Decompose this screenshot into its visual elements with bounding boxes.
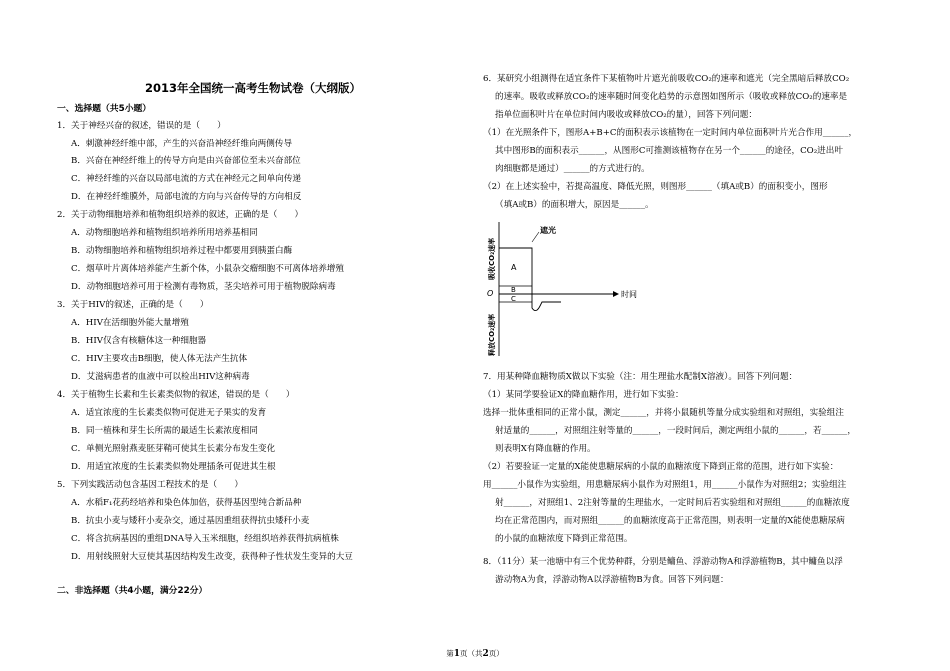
y-axis-label-bottom: 释放CO₂速率 — [488, 313, 496, 356]
question-7-part-1-line-3: 则表明X有降血糖的作用。 — [495, 444, 596, 454]
option-5c: C．将含抗病基因的重组DNA导入玉米细胞，经组织培养获得抗病植株 — [71, 534, 339, 544]
origin-label: O — [487, 289, 494, 298]
option-3d: D．艾滋病患者的血液中可以检出HIV这种病毒 — [71, 372, 250, 382]
option-5d: D．用射线照射大豆使其基因结构发生改变，获得种子性状发生变异的大豆 — [71, 552, 353, 562]
question-2: 2．关于动物细胞培养和植物组织培养的叙述，正确的是（ ） — [57, 210, 304, 220]
option-4c: C．单侧光照射燕麦胚芽鞘可使其生长素分布发生变化 — [71, 444, 276, 454]
x-axis-label: 时间 — [621, 290, 637, 299]
question-7-part-2-line-4: 的小鼠的血糖浓度下降到正常范围。 — [495, 534, 633, 544]
option-5b: B．抗虫小麦与矮秆小麦杂交，通过基因重组获得抗虫矮秆小麦 — [71, 516, 310, 526]
footer-total-pages: 2 — [482, 649, 489, 659]
question-7-part-2-line-3: 均在正常范围内，而对照组______的血糖浓度高于正常范围，则表明一定量的X能使患糖尿病 — [495, 516, 845, 526]
section-heading-nonchoice: 二、非选择题（共4小题，满分22分） — [57, 586, 208, 596]
question-6-part-2-line-2: （填A或B）的面积增大，原因是______。 — [495, 200, 654, 210]
section-heading-choice: 一、选择题（共5小题） — [57, 104, 152, 114]
question-7-part-2-line-1: 用______小鼠作为实验组，用患糖尿病小鼠作为对照组1，用______小鼠作为对照组2；实验组注 — [483, 480, 847, 490]
option-1d: D．在神经纤维膜外，局部电流的方向与兴奋传导的方向相反 — [71, 192, 302, 202]
x-axis-arrow — [613, 291, 619, 297]
footer-suffix: 页） — [488, 649, 504, 658]
question-5: 5．下列实践活动包含基因工程技术的是（ ） — [57, 480, 243, 490]
region-a-label: A — [511, 263, 517, 272]
footer-page-number: 1 — [453, 649, 460, 659]
option-1a: A．刺激神经纤维中部，产生的兴奋沿神经纤维向两侧传导 — [71, 139, 293, 149]
question-7-part-1-line-1: 选择一批体重相同的正常小鼠，测定______，并将小鼠随机等量分成实验组和对照组，实验组注 — [483, 408, 844, 418]
option-2c: C．烟草叶片离体培养能产生新个体，小鼠杂交瘤细胞不可离体培养增殖 — [71, 264, 344, 274]
footer-mid: 页（共 — [460, 649, 483, 658]
question-7-part-2-line-2: 射______，对照组1、2注射等量的生理盐水，一定时间后若实验组和对照组______的血糖浓度 — [495, 498, 850, 508]
question-6-part-2-line-1: （2）在上述实验中，若提高温度、降低光照，则图形______（填A或B）的面积变小，图形 — [483, 182, 828, 192]
question-7-part-2: （2）若要验证一定量的X能使患糖尿病的小鼠的血糖浓度下降到正常的范围，进行如下实验： — [483, 462, 839, 472]
option-4a: A．适宜浓度的生长素类似物可促进无子果实的发育 — [71, 408, 267, 418]
question-7-part-1: （1）某同学要验证X的降血糖作用，进行如下实验： — [483, 390, 684, 400]
page-footer — [0, 648, 950, 659]
option-1b: B．兴奋在神经纤维上的传导方向是由兴奋部位至未兴奋部位 — [71, 156, 301, 166]
question-1: 1．关于神经兴奋的叙述，错误的是（ ） — [57, 121, 226, 131]
question-7: 7．用某种降血糖物质X做以下实验（注：用生理盐水配制X溶液）。回答下列问题： — [483, 372, 798, 382]
question-6-line-3: 指单位面积叶片在单位时间内吸收或释放CO₂的量），回答下列问题： — [495, 110, 757, 120]
option-3c: C．HIV主要攻击B细胞，使人体无法产生抗体 — [71, 354, 248, 364]
question-6-part-1-line-2: 其中图形B的面积表示______，从图形C可推测该植物存在另一个______的途径，CO₂进出叶 — [495, 146, 843, 156]
region-c-label: C — [511, 295, 516, 303]
question-7-part-1-line-2: 射适量的______，对照组注射等量的______，一段时间后，测定两组小鼠的______，若______， — [495, 426, 856, 436]
shade-pointer — [532, 232, 539, 242]
region-b-label: B — [511, 286, 516, 294]
shade-label: 遮光 — [540, 226, 556, 235]
y-axis-label-top: 吸收CO₂速率 — [488, 237, 496, 280]
question-6-line-1: 6．某研究小组测得在适宜条件下某植物叶片遮光前吸收CO₂的速率和遮光（完全黑暗后释放CO₂ — [483, 74, 850, 84]
question-3: 3．关于HIV的叙述，正确的是（ ） — [57, 300, 209, 310]
option-2a: A．动物细胞培养和植物组织培养所用培养基相同 — [71, 228, 258, 238]
release-curve — [532, 294, 561, 311]
option-4b: B．同一植株和芽生长所需的最适生长素浓度相同 — [71, 426, 258, 436]
option-3b: B．HIV仅含有核糖体这一种细胞器 — [71, 336, 207, 346]
question-4: 4．关于植物生长素和生长素类似物的叙述，错误的是（ ） — [57, 390, 295, 400]
page-title: 2013年全国统一高考生物试卷（大纲版） — [144, 81, 361, 95]
option-4d: D．用适宜浓度的生长素类似物处理插条可促进其生根 — [71, 462, 276, 472]
question-8-line-1: 8．（11分）某一池塘中有三个优势种群，分别是鳙鱼、浮游动物A和浮游植物B，其中鳙鱼以浮 — [483, 557, 843, 567]
option-3a: A．HIV在活细胞外能大量增殖 — [71, 318, 189, 328]
question-6-line-2: 的速率。吸收或释放CO₂的速率随时间变化趋势的示意图如图所示（吸收或释放CO₂的速率是 — [495, 92, 848, 102]
question-8-line-2: 游动物A为食，浮游动物A以浮游植物B为食。回答下列问题： — [495, 575, 729, 585]
question-6-part-1-line-1: （1）在光照条件下，图形A+B+C的面积表示该植物在一定时间内单位面积叶片光合作用______， — [483, 128, 858, 138]
footer-prefix: 第 — [446, 649, 454, 658]
co2-rate-figure — [483, 218, 643, 358]
question-6-part-1-line-3: 肉细胞都是通过）______的方式进行的。 — [495, 164, 650, 174]
option-2d: D．动物细胞培养可用于检测有毒物质，茎尖培养可用于植物脱除病毒 — [71, 282, 336, 292]
option-5a: A．水稻F₁花药经培养和染色体加倍，获得基因型纯合新品种 — [71, 498, 302, 508]
option-2b: B．动物细胞培养和植物组织培养过程中都要用到胰蛋白酶 — [71, 246, 293, 256]
option-1c: C．神经纤维的兴奋以局部电流的方式在神经元之间单向传递 — [71, 174, 302, 184]
